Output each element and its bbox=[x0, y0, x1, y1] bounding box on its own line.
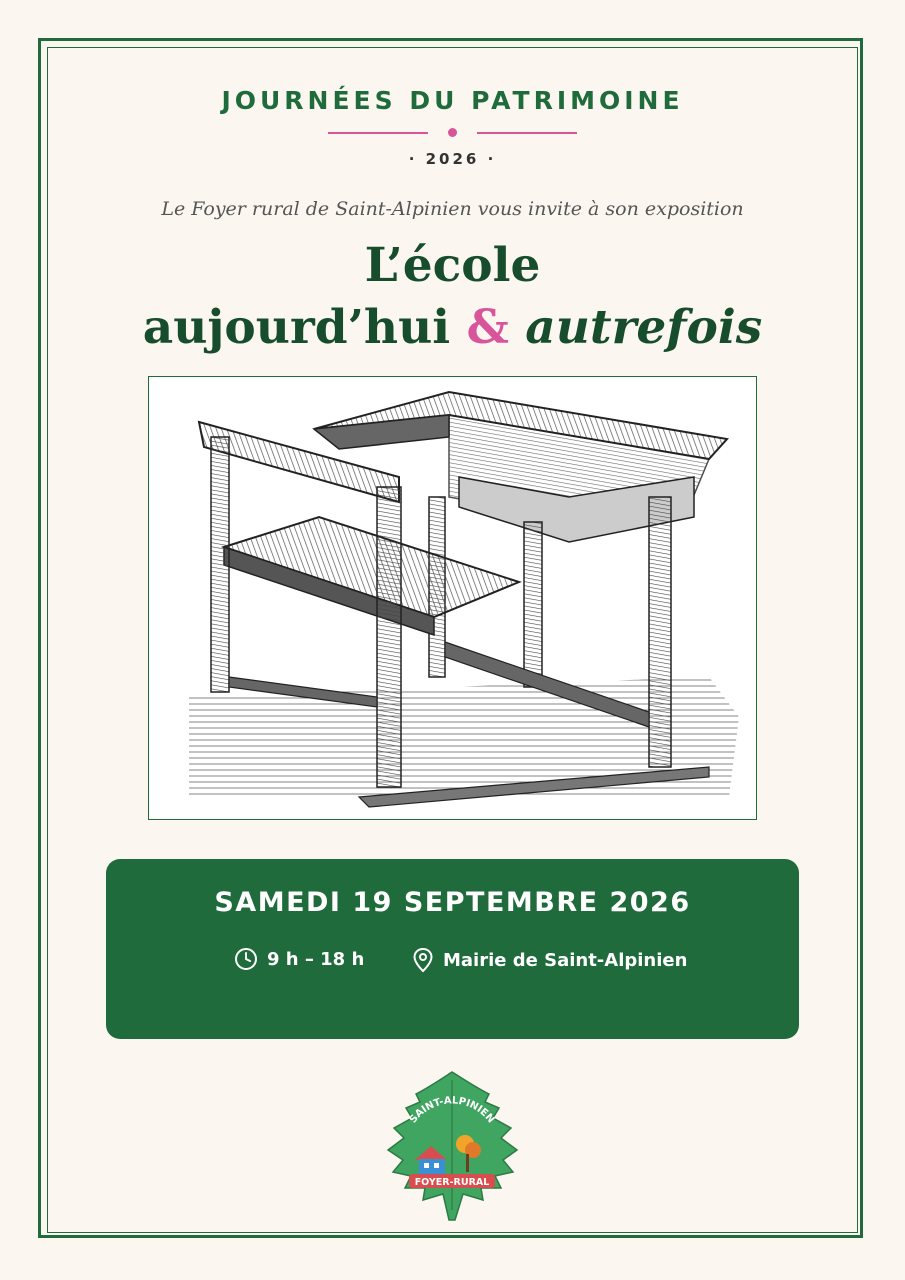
event-info-panel bbox=[106, 859, 799, 1039]
event-hours bbox=[234, 947, 364, 971]
foyer-rural-logo bbox=[385, 1070, 520, 1222]
poster-title-line2 bbox=[0, 300, 905, 356]
invitation-text: Le Foyer rural de Saint-Alpinien vous invite à son exposition bbox=[161, 198, 744, 220]
event-location-text: Mairie de Saint-Alpinien bbox=[443, 949, 688, 971]
location-pin-icon bbox=[412, 947, 434, 973]
divider-left bbox=[328, 132, 428, 134]
event-location bbox=[412, 947, 687, 973]
event-date: SAMEDI 19 SEPTEMBRE 2026 bbox=[214, 887, 691, 918]
logo-text-top: SAINT-ALPINIEN bbox=[407, 1095, 497, 1126]
title-ampersand: & bbox=[466, 300, 509, 355]
title-autrefois: autrefois bbox=[508, 300, 763, 355]
divider-right bbox=[477, 132, 577, 134]
school-desk-illustration bbox=[148, 376, 757, 820]
event-year: · 2026 · bbox=[408, 150, 497, 168]
clock-icon bbox=[234, 947, 258, 971]
poster-title-line1: L’école bbox=[364, 238, 541, 293]
divider-dot bbox=[448, 128, 457, 137]
logo-text-bottom: FOYER-RURAL bbox=[414, 1177, 490, 1188]
event-kicker: JOURNÉES DU PATRIMOINE bbox=[221, 86, 684, 115]
school-desk-engraving bbox=[149, 377, 755, 818]
event-hours-text: 9 h – 18 h bbox=[267, 948, 365, 970]
title-aujourdhui: aujourd’hui bbox=[142, 300, 467, 355]
